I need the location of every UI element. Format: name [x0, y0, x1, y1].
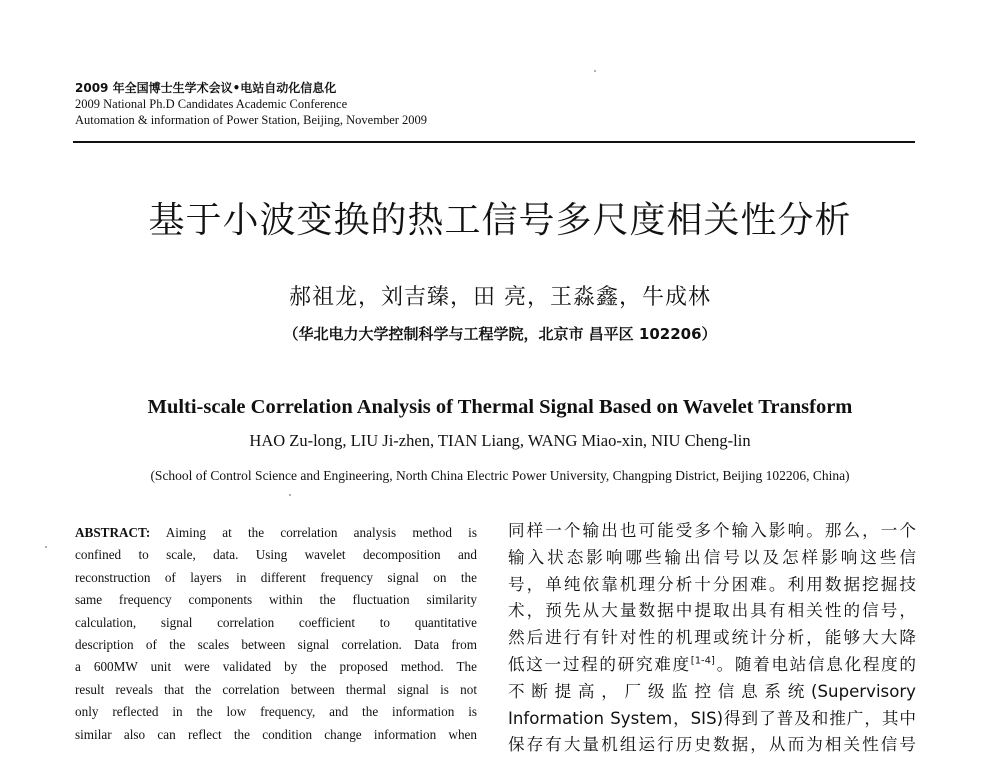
- abstract-line: same frequency components within the fluctuation similarity: [75, 592, 477, 608]
- abstract-line: result reveals that the correlation between thermal signal is not: [75, 681, 477, 697]
- body-line: 低这一过程的研究难度[1-4]。随着电站信息化程度的: [508, 654, 916, 674]
- abstract-line: a 600MW unit were validated by the proposed method. The: [75, 659, 477, 675]
- body-line: Information System，SIS)得到了普及和推广，其中: [508, 708, 916, 728]
- authors-zh: 郝祖龙，刘吉臻，田 亮，王淼鑫，牛成林: [289, 285, 711, 310]
- abstract-label: ABSTRACT:: [75, 525, 151, 540]
- scan-speck: [289, 494, 291, 496]
- paper-title-zh: 基于小波变换的热工信号多尺度相关性分析: [148, 200, 852, 241]
- authors-en: HAO Zu-long, LIU Ji-zhen, TIAN Liang, WANG Miao-xin, NIU Cheng-lin: [249, 431, 751, 450]
- abstract-line: reconstruction of layers in different frequency signal on the: [75, 569, 477, 585]
- body-line: 然后进行有针对性的机理或统计分析，能够大大降: [508, 628, 916, 648]
- abstract-line: similar also can reflect the condition change information when: [75, 726, 477, 742]
- affiliation-zh: （华北电力大学控制科学与工程学院，北京市 昌平区 102206）: [283, 325, 717, 343]
- header-rule: [73, 141, 915, 143]
- abstract-line: confined to scale, data. Using wavelet decomposition and: [75, 547, 477, 563]
- conference-name-en: 2009 National Ph.D Candidates Academic Conference: [75, 97, 348, 111]
- abstract-line: description of the scales between signal correlation. Data from: [75, 636, 477, 652]
- body-line: 输入状态影响哪些输出信号以及怎样影响这些信: [508, 547, 916, 567]
- abstract-column: [75, 522, 477, 746]
- body-text-column: [508, 518, 916, 759]
- scan-speck: [45, 546, 47, 548]
- body-line: 同样一个输出也可能受多个输入影响。那么，一个: [508, 521, 916, 540]
- body-line: 保存有大量机组运行历史数据，从而为相关性信号: [508, 735, 916, 755]
- body-line: 术，预先从大量数据中提取出具有相关性的信号，: [508, 601, 916, 621]
- citation-ref: [1-4]: [690, 655, 715, 667]
- conference-header: [75, 80, 427, 128]
- body-line: 不 断 提 高 ， 厂 级 监 控 信 息 系 统 (Supervisory: [508, 681, 916, 701]
- affiliation-en: (School of Control Science and Engineering, North China Electric Power University, Changping District, Beijing 102206, China): [150, 468, 850, 483]
- body-line: 号，单纯依靠机理分析十分困难。利用数据挖掘技: [508, 574, 916, 594]
- conference-location: Automation & information of Power Station, Beijing, November 2009: [75, 113, 428, 127]
- scan-speck: [594, 70, 596, 72]
- abstract-line: ABSTRACT: Aiming at the correlation analysis method is: [75, 525, 477, 540]
- abstract-line: only reflected in the low frequency, and the information is: [75, 704, 477, 720]
- paper-title-en: Multi-scale Correlation Analysis of Thermal Signal Based on Wavelet Transform: [147, 396, 853, 418]
- abstract-line: calculation, signal correlation coefficient to quantitative: [75, 614, 477, 630]
- conference-name-zh: 2009 年全国博士生学术会议•电站自动化信息化: [75, 81, 337, 95]
